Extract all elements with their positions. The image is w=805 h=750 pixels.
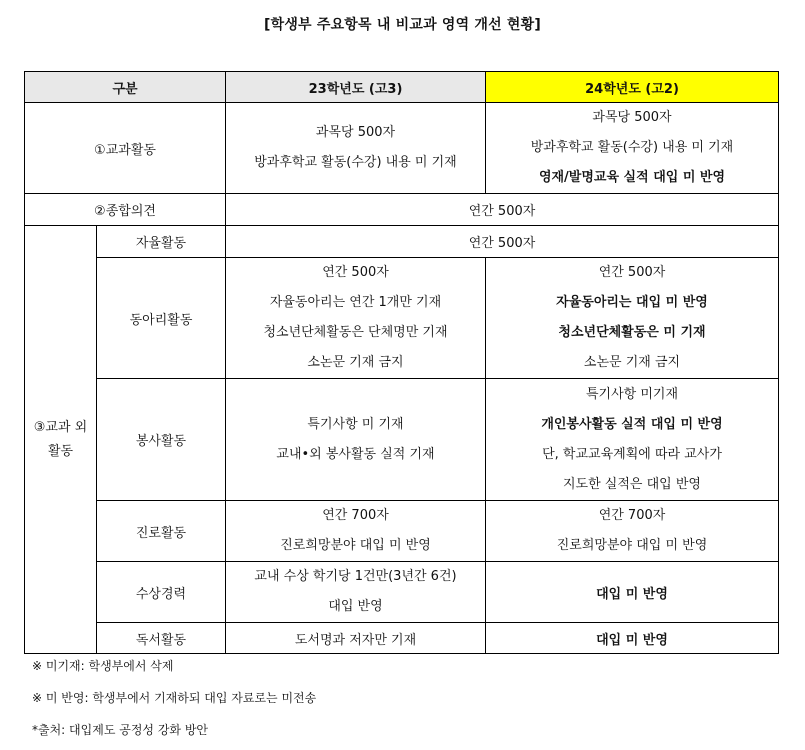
cell-volunteer-2023 (226, 379, 486, 501)
row-reading (25, 623, 779, 654)
cell-line: 개인봉사활동 실적 대입 미 반영 (541, 416, 723, 432)
cell-volunteer-2024 (486, 379, 779, 501)
cell-reading-2024: 대입 미 반영 (486, 623, 779, 654)
cell-subject-2023 (226, 103, 486, 194)
label-autonomy: 자율활동 (97, 226, 226, 258)
footnote-not-reflected: ※ 미 반영: 학생부에서 기재하되 대입 자료로는 미전송 (32, 691, 317, 705)
cell-line: 청소년단체활동은 미 기재 (558, 325, 706, 340)
row-autonomy (25, 226, 779, 258)
cell-line: 진로희망분야 대입 미 반영 (280, 538, 431, 553)
row-volunteer (25, 379, 779, 501)
header-2024: 24학년도 (고2) (486, 72, 779, 103)
cell-line: 연간 500자 (322, 265, 389, 280)
cell-reading-2023: 도서명과 저자만 기재 (226, 623, 486, 654)
label-reading: 독서활동 (97, 623, 226, 654)
cell-overall: 연간 500자 (226, 194, 779, 226)
cell-line: 청소년단체활동은 단체명만 기재 (263, 325, 448, 340)
cell-autonomy: 연간 500자 (226, 226, 779, 258)
footnote-source: *출처: 대입제도 공정성 강화 방안 (32, 723, 208, 737)
cell-line: 교내 수상 학기당 1건만(3년간 6건) (254, 569, 457, 584)
cell-career-2023 (226, 501, 486, 562)
label-overall: ②종합의견 (25, 194, 226, 226)
cell-line: 연간 700자 (322, 508, 389, 523)
label-career: 진로활동 (97, 501, 226, 562)
label-subject: ①교과활동 (25, 103, 226, 194)
cell-line: 연간 500자 (598, 265, 666, 280)
cell-line: 자율동아리는 연간 1개만 기재 (269, 295, 442, 310)
cell-line: 자율동아리는 대입 미 반영 (556, 295, 708, 310)
cell-line: 단, 학교교육계획에 따라 교사가 (542, 446, 722, 462)
cell-line: 소논문 기재 금지 (583, 355, 681, 370)
cell-awards-2023 (226, 562, 486, 623)
row-awards (25, 562, 779, 623)
row-subject (25, 103, 779, 194)
cell-line: 지도한 실적은 대입 반영 (563, 476, 701, 492)
label-awards: 수상경력 (97, 562, 226, 623)
row-career (25, 501, 779, 562)
cell-line: 대입 반영 (328, 599, 383, 614)
header-category: 구분 (25, 72, 226, 103)
comparison-table (24, 71, 779, 654)
cell-line: 방과후학교 활동(수강) 내용 미 기재 (530, 140, 734, 155)
table-header-row (25, 72, 779, 103)
cell-line: 방과후학교 활동(수강) 내용 미 기재 (254, 155, 457, 170)
cell-line: 과목당 500자 (592, 110, 672, 125)
cell-career-2024 (486, 501, 779, 562)
row-club (25, 258, 779, 379)
header-2023: 23학년도 (고3) (226, 72, 486, 103)
cell-line: 소논문 기재 금지 (307, 355, 404, 370)
document-title: [학생부 주요항목 내 비교과 영역 개선 현황] (264, 17, 541, 33)
label-club: 동아리활동 (97, 258, 226, 379)
label-volunteer: 봉사활동 (97, 379, 226, 501)
extra-label: ③교과 외 활동 (33, 419, 88, 459)
cell-subject-2024 (486, 103, 779, 194)
cell-club-2024 (486, 258, 779, 379)
cell-line: 진로희망분야 대입 미 반영 (556, 538, 708, 553)
cell-club-2023 (226, 258, 486, 379)
cell-line: 영재/발명교육 실적 대입 미 반영 (538, 170, 726, 185)
cell-line: 과목당 500자 (315, 125, 396, 140)
cell-line: 특기사항 미 기재 (307, 416, 404, 432)
cell-line: 연간 700자 (598, 508, 666, 523)
cell-awards-2024: 대입 미 반영 (486, 562, 779, 623)
row-overall (25, 194, 779, 226)
label-extracurricular (25, 226, 97, 654)
footnote-omitted: ※ 미기재: 학생부에서 삭제 (32, 659, 174, 673)
cell-line: 교내•외 봉사활동 실적 기재 (276, 446, 435, 462)
cell-line: 특기사항 미기재 (585, 386, 679, 402)
